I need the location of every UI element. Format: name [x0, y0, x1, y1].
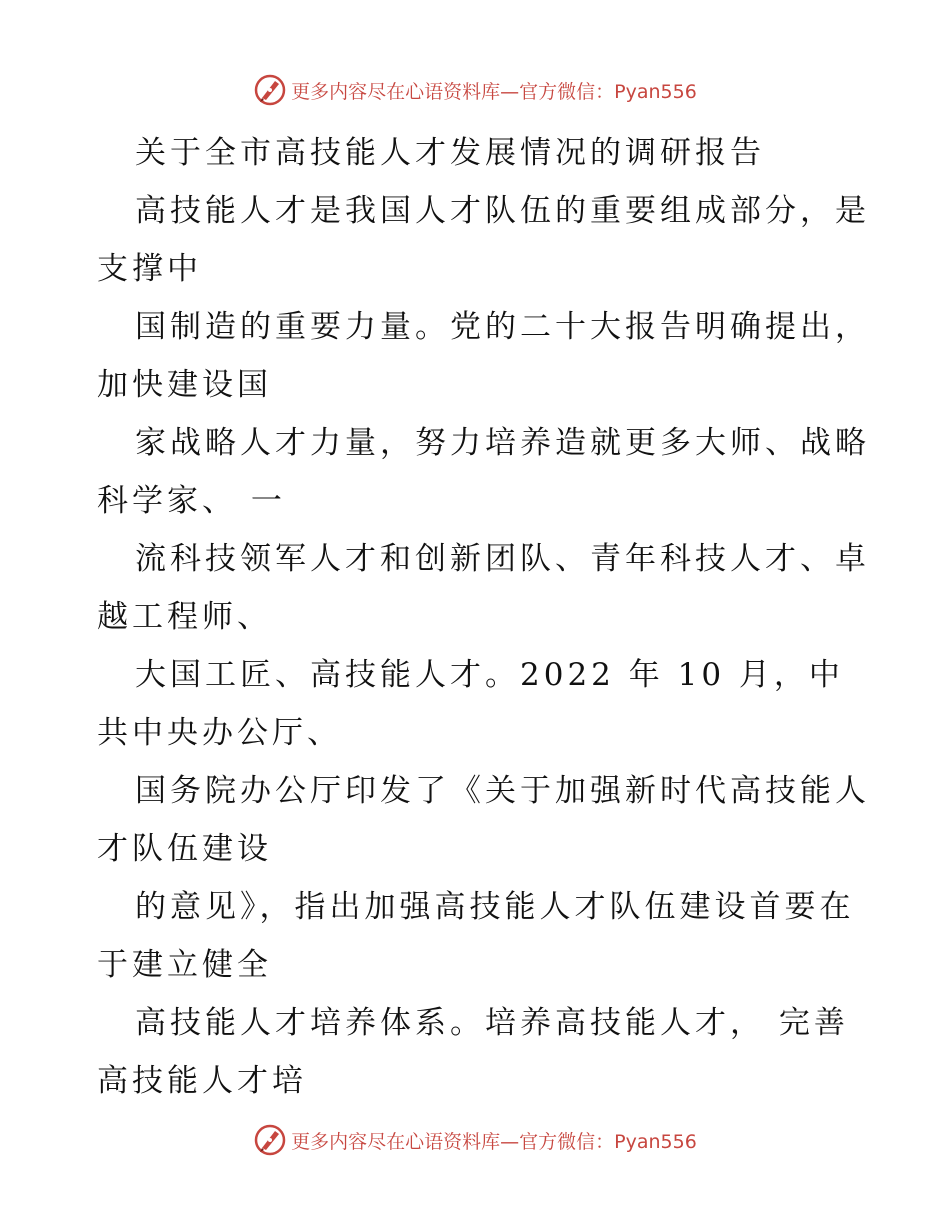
header-banner-text: 更多内容尽在心语资料库—官方微信：Pyan556 — [291, 80, 697, 103]
text-line: 国务院办公厅印发了《关于加强新时代高技能人 — [135, 773, 870, 809]
text-line: 的意见》，指出加强高技能人才队伍建设首要在 — [135, 889, 855, 925]
document-body — [97, 124, 870, 1110]
text-line: 高技能人才培养体系。培养高技能人才， 完善 — [135, 1005, 849, 1041]
text-line: 大国工匠、高技能人才。2022 年 10 月，中 — [135, 657, 844, 693]
text-line: 于建立健全 — [97, 947, 272, 983]
text-line: 国制造的重要力量。党的二十大报告明确提出， — [135, 309, 870, 345]
text-line: 才队伍建设 — [97, 831, 272, 867]
text-line: 共中央办公厅、 — [97, 715, 342, 751]
text-line: 关于全市高技能人才发展情况的调研报告 — [135, 135, 765, 171]
quill-pen-logo-icon — [253, 73, 287, 107]
text-line: 家战略人才力量，努力培养造就更多大师、战略 — [135, 425, 870, 461]
text-line: 加快建设国 — [97, 367, 272, 403]
text-line: 高技能人才是我国人才队伍的重要组成部分，是 — [135, 193, 870, 229]
text-line: 高技能人才培 — [97, 1063, 307, 1099]
quill-pen-logo-icon — [253, 1123, 287, 1157]
footer-banner-text: 更多内容尽在心语资料库—官方微信：Pyan556 — [291, 1130, 697, 1153]
footer-banner — [0, 1120, 950, 1160]
text-line: 流科技领军人才和创新团队、青年科技人才、卓 — [135, 541, 870, 577]
text-line: 科学家、 一 — [97, 483, 286, 519]
text-line: 支撑中 — [97, 251, 202, 287]
header-banner — [0, 70, 950, 110]
text-line: 越工程师、 — [97, 599, 272, 635]
